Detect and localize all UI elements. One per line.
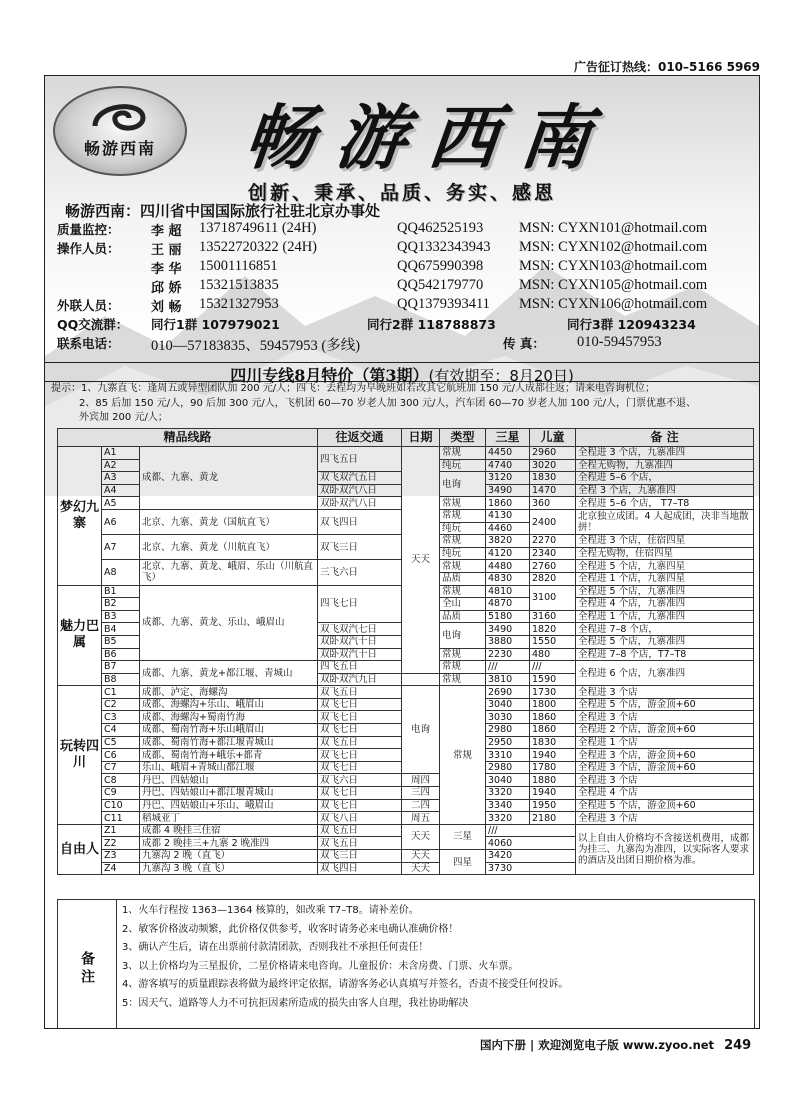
group-label: 自由人 <box>58 824 102 874</box>
qq-group-1: 同行1群 107979021 <box>151 317 280 332</box>
route-remark: 全程进 5 个店，游金顶+60 <box>576 698 754 711</box>
route-s3: 4830 <box>486 572 530 585</box>
col-header: 三星 <box>486 429 530 447</box>
route-s3: 4130 <box>486 509 530 522</box>
col-header: 精品线路 <box>58 429 318 447</box>
route-remark: 全程进 3 个店，住宿四星 <box>576 535 754 548</box>
page-footer <box>480 1037 751 1053</box>
contact-qq: QQ542179770 <box>397 277 484 293</box>
route-date: 天天 <box>402 447 440 674</box>
route-code: Z2 <box>102 837 140 850</box>
route-child: 1470 <box>530 484 576 497</box>
route-trans: 双飞七日 <box>318 787 402 800</box>
route-code: A8 <box>102 560 140 585</box>
route-s3: 3030 <box>486 711 530 724</box>
group-label: 魅力巴属 <box>58 585 102 686</box>
route-child: 1780 <box>530 761 576 774</box>
route-trans: 双卧双汽八日 <box>318 484 402 497</box>
route-s3: 1860 <box>486 497 530 510</box>
qq-group-row <box>57 315 757 334</box>
contact-row <box>57 220 757 239</box>
notes-box <box>57 899 755 1029</box>
route-remark: 全程进 2 个店，游金顶+60 <box>576 724 754 737</box>
note-item: 3、确认产生后，请在出票前付款清团款，否则我社不承担任何责任！ <box>122 942 429 953</box>
contact-role: 质量监控： <box>57 222 120 237</box>
route-type: 纯玩 <box>440 547 486 560</box>
route-s3: 4480 <box>486 560 530 573</box>
note-item: 5：因天气、道路等人力不可抗拒因素所造成的损失由客人自理，我社协助解决 <box>122 997 469 1009</box>
route-type: 纯玩 <box>440 522 486 535</box>
route-code: C10 <box>102 799 140 812</box>
route-remark: 全程进 5–6 个店， T7–T8 <box>576 497 754 510</box>
route-remark: 全程进 1 个店 <box>576 736 754 749</box>
col-header: 类型 <box>440 429 486 447</box>
table-row <box>58 686 754 699</box>
route-s3: 3490 <box>486 484 530 497</box>
route-trans: 双飞七日 <box>318 698 402 711</box>
route-s3: 4870 <box>486 598 530 611</box>
route-trans: 双飞七日 <box>318 799 402 812</box>
route-child: 1550 <box>530 635 576 648</box>
route-child: 1860 <box>530 724 576 737</box>
notes-list <box>122 902 568 1013</box>
route-trans: 双飞双汽五日 <box>318 472 402 485</box>
route-date: 周四 <box>402 774 440 787</box>
route-code: B1 <box>102 585 140 598</box>
route-trans: 双卧双汽十日 <box>318 635 402 648</box>
route-s3: 4060 <box>486 837 576 850</box>
route-remark: 全程进 7–8 个店， <box>576 623 754 636</box>
contact-row <box>57 239 757 258</box>
notes-label: 备注 <box>58 900 117 1029</box>
route-type: 常规 <box>440 560 486 573</box>
route-type: 常规 <box>440 673 486 686</box>
route-type: 常规 <box>440 686 486 825</box>
contact-phone: 13522720322 (24H) <box>199 239 318 255</box>
contact-qq: QQ1332343943 <box>397 239 491 255</box>
route-child: 3100 <box>530 585 576 610</box>
footer-text: 国内下册 | 欢迎浏览电子版 www.zyoo.net <box>480 1038 715 1052</box>
table-row <box>58 799 754 812</box>
route-code: C7 <box>102 761 140 774</box>
route-date <box>402 673 440 686</box>
specials-valid: (有效期至：8月20日) <box>428 367 574 385</box>
route-remark: 全程进 7–8 个店，T7–T8 <box>576 648 754 661</box>
contact-role: 外联人员： <box>57 298 120 313</box>
tip-line: 2、85 后加 150 元/人，90 后加 300 元/人，飞机团 60—70 岁老人加 300 元/人，汽车团 60—70 岁老人加 100 元/人，门票优惠不退、 <box>79 397 697 409</box>
route-s3: 3310 <box>486 749 530 762</box>
route-trans: 双飞五日 <box>318 824 402 837</box>
contact-name: 刘 畅 <box>151 300 182 315</box>
route-type: 常规 <box>440 497 486 510</box>
logo <box>53 86 187 176</box>
contact-phone: 15001116851 <box>199 258 278 274</box>
note-item: 3、以上价格均为三星报价，二星价格请来电咨询。儿童报价：未含房费、门票、火车票。 <box>122 960 519 972</box>
route-remark: 全程进 5 个店，九寨准四 <box>576 585 754 598</box>
phone-row <box>57 334 757 353</box>
route-remark: 全程进 5 个店，九寨四星 <box>576 560 754 573</box>
table-row <box>58 787 754 800</box>
swirl-icon <box>87 96 151 138</box>
route-s3: 3490 <box>486 623 530 636</box>
route-code: C3 <box>102 711 140 724</box>
route-trans: 四飞五日 <box>318 447 402 472</box>
contact-phone: 15321513835 <box>199 277 279 293</box>
route-s3: /// <box>486 661 530 674</box>
route-dest: 稻城亚丁 <box>140 812 318 825</box>
route-remark: 全程进 3 个店 <box>576 812 754 825</box>
route-child: 1860 <box>530 711 576 724</box>
route-remark: 全程进 5 个店，游金顶+60 <box>576 799 754 812</box>
route-code: B4 <box>102 623 140 636</box>
banner-title: 畅游西南 <box>240 96 617 179</box>
route-s3: 3040 <box>486 774 530 787</box>
route-trans: 双飞六日 <box>318 774 402 787</box>
table-header-row <box>58 429 754 447</box>
route-child: 1950 <box>530 799 576 812</box>
route-remark: 全程无购物，九寨准四 <box>576 459 754 472</box>
route-code: C11 <box>102 812 140 825</box>
contact-row <box>57 296 757 315</box>
route-remark: 全程进 3 个店，九寨准四 <box>576 447 754 460</box>
contact-msn: MSN: CYXN102@hotmail.com <box>519 239 708 255</box>
route-code: C1 <box>102 686 140 699</box>
route-remark: 全程进 3 个店 <box>576 774 754 787</box>
route-trans: 双飞八日 <box>318 812 402 825</box>
route-code: Z4 <box>102 862 140 875</box>
route-date: 电询 <box>402 686 440 774</box>
contact-name: 邱 娇 <box>151 281 182 296</box>
route-dest: 成都、九寨、黄龙 <box>140 447 318 510</box>
col-header: 儿童 <box>530 429 576 447</box>
route-code: C6 <box>102 749 140 762</box>
route-s3: 3320 <box>486 787 530 800</box>
agency-name: 畅游西南：四川省中国国际旅行社驻北京办事处 <box>65 202 381 220</box>
col-header: 往返交通 <box>318 429 402 447</box>
route-dest: 北京、九寨、黄龙（川航直飞） <box>140 535 318 560</box>
contact-phone: 15321327953 <box>199 296 279 312</box>
route-remark: 以上自由人价格均不含接送机费用，成都为挂三、九寨沟为准四，以实际客人要求的酒店及出团日期价格为准。 <box>576 824 754 874</box>
route-child: 1880 <box>530 774 576 787</box>
route-s3: 4810 <box>486 585 530 598</box>
route-type: 常规 <box>440 535 486 548</box>
route-s3: 2980 <box>486 724 530 737</box>
route-s3: 2690 <box>486 686 530 699</box>
route-trans: 双飞七日 <box>318 749 402 762</box>
route-remark: 全程进 1 个店，九寨四星 <box>576 572 754 585</box>
route-code: C4 <box>102 724 140 737</box>
route-remark: 全程进 4 个店 <box>576 787 754 800</box>
contact-name: 李 华 <box>151 262 182 277</box>
route-child: 1830 <box>530 472 576 485</box>
contact-qq: QQ675990398 <box>397 258 484 274</box>
contact-msn: MSN: CYXN106@hotmail.com <box>519 296 708 312</box>
tips <box>51 382 755 426</box>
route-child: 1800 <box>530 698 576 711</box>
route-remark: 北京独立成团。4 人起成团，决非当地散拼！ <box>576 509 754 534</box>
route-remark: 全程进 4 个店，九寨准四 <box>576 598 754 611</box>
route-child: 2340 <box>530 547 576 560</box>
route-date: 天天 <box>402 850 440 863</box>
route-s3: /// <box>486 824 576 837</box>
route-type: 全山 <box>440 598 486 611</box>
col-header: 日期 <box>402 429 440 447</box>
route-dest: 成都 4 晚挂三住宿 <box>140 824 318 837</box>
route-dest: 丹巴、四姑娘山+乐山、峨眉山 <box>140 799 318 812</box>
route-type: 品质 <box>440 610 486 623</box>
route-date: 三四 <box>402 787 440 800</box>
fax-label: 传 真： <box>503 336 545 351</box>
contact-row <box>57 277 757 296</box>
route-child: 2180 <box>530 812 576 825</box>
contact-msn: MSN: CYXN101@hotmail.com <box>519 220 708 236</box>
route-s3: 3340 <box>486 799 530 812</box>
route-child: 1820 <box>530 623 576 636</box>
contact-msn: MSN: CYXN103@hotmail.com <box>519 258 708 274</box>
route-remark: 全程进 5–6 个店， <box>576 472 754 485</box>
route-s3: 3420 <box>486 850 576 863</box>
route-code: B8 <box>102 673 140 686</box>
route-dest: 成都、九寨、黄龙、乐山、峨眉山 <box>140 585 318 661</box>
route-code: A6 <box>102 509 140 534</box>
route-code: A3 <box>102 472 140 485</box>
route-trans: 双飞双汽七日 <box>318 623 402 636</box>
route-dest: 丹巴、四姑娘山 <box>140 774 318 787</box>
route-child: 480 <box>530 648 576 661</box>
route-code: A4 <box>102 484 140 497</box>
route-s3: 2950 <box>486 736 530 749</box>
qq-group-3: 同行3群 120943234 <box>567 317 696 332</box>
contact-list <box>57 220 757 353</box>
route-child: 1940 <box>530 749 576 762</box>
table-row <box>58 824 754 837</box>
route-code: B5 <box>102 635 140 648</box>
note-item: 2、敏客价格波动频繁，此价格仅供参考，收客时请务必来电确认准确价格！ <box>122 923 459 935</box>
route-type: 四星 <box>440 850 486 875</box>
route-code: B3 <box>102 610 140 623</box>
phone-value: 010—57183835、59457953 (多线) <box>151 338 361 354</box>
route-trans: 四飞七日 <box>318 585 402 623</box>
table-row <box>58 774 754 787</box>
group-label: 梦幻九寨 <box>58 447 102 586</box>
contact-phone: 13718749611 (24H) <box>199 220 317 236</box>
route-child: 2960 <box>530 447 576 460</box>
route-code: A5 <box>102 497 140 510</box>
route-trans: 双飞七日 <box>318 724 402 737</box>
route-s3: 3320 <box>486 812 530 825</box>
route-type: 常规 <box>440 509 486 522</box>
specials-heading <box>45 362 759 385</box>
group-label: 玩转四川 <box>58 686 102 825</box>
phone-label: 联系电话： <box>57 336 120 351</box>
route-date: 周五 <box>402 812 440 825</box>
route-child: 2270 <box>530 535 576 548</box>
route-dest: 北京、九寨、黄龙（国航直飞） <box>140 509 318 534</box>
route-s3: 3880 <box>486 635 530 648</box>
route-trans: 双卧双汽十日 <box>318 648 402 661</box>
route-trans: 双卧双汽八日 <box>318 497 402 510</box>
route-remark: 全程进 1 个店，九寨准四 <box>576 610 754 623</box>
route-s3: 2230 <box>486 648 530 661</box>
route-child: 1730 <box>530 686 576 699</box>
route-code: B2 <box>102 598 140 611</box>
qq-group-label: QQ交流群： <box>57 317 129 332</box>
contact-qq: QQ1379393411 <box>397 296 490 312</box>
route-dest: 成都、海螺沟+乐山、峨眉山 <box>140 698 318 711</box>
route-trans: 双飞三日 <box>318 850 402 863</box>
route-date: 天天 <box>402 824 440 849</box>
route-date: 二四 <box>402 799 440 812</box>
route-code: B7 <box>102 661 140 674</box>
route-remark: 全程进 3 个店，游金顶+60 <box>576 761 754 774</box>
route-s3: 5180 <box>486 610 530 623</box>
route-remark: 全程进 3 个店 <box>576 711 754 724</box>
route-trans: 双飞七日 <box>318 761 402 774</box>
route-child: 1830 <box>530 736 576 749</box>
slogan: 创新、秉承、品质、务实、感恩 <box>247 182 556 204</box>
route-remark: 全程无购物，住宿四星 <box>576 547 754 560</box>
route-trans: 双飞七日 <box>318 711 402 724</box>
route-code: C9 <box>102 787 140 800</box>
contact-msn: MSN: CYXN105@hotmail.com <box>519 277 708 293</box>
col-header: 备 注 <box>576 429 754 447</box>
route-code: A1 <box>102 447 140 460</box>
route-s3: 4460 <box>486 522 530 535</box>
route-type: 品质 <box>440 572 486 585</box>
route-trans: 三飞六日 <box>318 560 402 585</box>
route-type: 常规 <box>440 661 486 674</box>
route-type: 纯玩 <box>440 459 486 472</box>
route-type: 常规 <box>440 585 486 598</box>
route-s3: 3820 <box>486 535 530 548</box>
note-item: 1、火车行程按 1363—1364 核算的，如改乘 T7–T8。请补差价。 <box>122 905 419 916</box>
route-dest: 成都、九寨、黄龙+都江堰、青城山 <box>140 661 318 686</box>
route-code: C8 <box>102 774 140 787</box>
page-number: 249 <box>724 1038 752 1053</box>
route-child: 1590 <box>530 673 576 686</box>
route-remark: 全程进 6 个店，九寨准四 <box>576 661 754 686</box>
route-dest: 乐山、峨眉+青城山都江堰 <box>140 761 318 774</box>
hotline: 广告征订热线：010–5166 5969 <box>573 60 760 74</box>
route-trans: 双飞五日 <box>318 686 402 699</box>
route-type: 常规 <box>440 447 486 460</box>
route-dest: 成都、蜀南竹海+都江堰青城山 <box>140 736 318 749</box>
route-s3: 3730 <box>486 862 576 875</box>
brochure-page <box>44 75 760 1029</box>
contact-name: 王 丽 <box>151 243 182 258</box>
route-child: 2400 <box>530 509 576 534</box>
route-remark: 全程进 3 个店，游金顶+60 <box>576 749 754 762</box>
fax-value: 010-59457953 <box>577 334 662 350</box>
route-code: A7 <box>102 535 140 560</box>
header-banner <box>45 76 759 180</box>
route-s3: 4740 <box>486 459 530 472</box>
route-type: 电询 <box>440 623 486 648</box>
route-s3: 3810 <box>486 673 530 686</box>
route-s3: 3120 <box>486 472 530 485</box>
route-child: 3020 <box>530 459 576 472</box>
tip-line: 外宾加 200 元/人； <box>79 412 168 423</box>
logo-text: 畅游西南 <box>83 139 156 158</box>
route-trans: 双飞五日 <box>318 837 402 850</box>
route-s3: 4120 <box>486 547 530 560</box>
route-s3: 4450 <box>486 447 530 460</box>
tip-line: 提示：1、九寨直飞：逢周五或异型团队加 200 元/人；四飞：去程均为早晚班如若改其它航班加 150 元/人成都往返；请来电咨询机位； <box>51 383 655 394</box>
route-remark: 全程 3 个店，九寨准四 <box>576 484 754 497</box>
route-trans: 双飞三日 <box>318 535 402 560</box>
route-dest: 丹巴、四姑娘山+都江堰青城山 <box>140 787 318 800</box>
route-code: Z1 <box>102 824 140 837</box>
route-dest: 九寨沟 2 晚（直飞） <box>140 850 318 863</box>
route-dest: 北京、九寨、黄龙、峨眉、乐山（川航直飞） <box>140 560 318 585</box>
route-code: A2 <box>102 459 140 472</box>
route-date: 天天 <box>402 862 440 875</box>
route-s3: 3040 <box>486 698 530 711</box>
table-row <box>58 812 754 825</box>
route-child: 2760 <box>530 560 576 573</box>
route-remark: 全程进 3 个店 <box>576 686 754 699</box>
contact-row <box>57 258 757 277</box>
route-child: /// <box>530 661 576 674</box>
route-type: 常规 <box>440 648 486 661</box>
route-trans: 四飞五日 <box>318 661 402 674</box>
route-code: Z3 <box>102 850 140 863</box>
route-trans: 双飞五日 <box>318 736 402 749</box>
contact-role: 操作人员： <box>57 241 120 256</box>
route-trans: 双飞四日 <box>318 509 402 534</box>
route-type: 电询 <box>440 472 486 497</box>
specials-title: 四川专线8月特价（第3期） <box>230 366 429 385</box>
route-s3: 2980 <box>486 761 530 774</box>
route-child: 3160 <box>530 610 576 623</box>
route-dest: 成都、海螺沟+蜀南竹海 <box>140 711 318 724</box>
route-dest: 成都、蜀南竹海+峨乐+都青 <box>140 749 318 762</box>
route-dest: 九寨沟 3 晚（直飞） <box>140 862 318 875</box>
contact-name: 李 超 <box>151 224 182 239</box>
route-trans: 双卧双汽九日 <box>318 673 402 686</box>
route-child: 360 <box>530 497 576 510</box>
route-dest: 成都 2 晚挂三+九寨 2 晚准四 <box>140 837 318 850</box>
route-type: 三星 <box>440 824 486 849</box>
note-item: 4、游客填写的质量跟踪表将做为最终评定依据，请游客务必认真填写并签名，否责不接受任何投诉。 <box>122 979 569 990</box>
route-child: 2820 <box>530 572 576 585</box>
route-price-table <box>57 428 754 875</box>
contact-qq: QQ462525193 <box>397 220 484 236</box>
route-trans: 双飞四日 <box>318 862 402 875</box>
route-child: 1940 <box>530 787 576 800</box>
route-remark: 全程进 5 个店，九寨准四 <box>576 635 754 648</box>
route-code: C5 <box>102 736 140 749</box>
route-code: C2 <box>102 698 140 711</box>
route-dest: 成都、蜀南竹海+乐山峨眉山 <box>140 724 318 737</box>
route-code: B6 <box>102 648 140 661</box>
route-dest: 成都、泸定、海螺沟 <box>140 686 318 699</box>
table-row <box>58 447 754 460</box>
qq-group-2: 同行2群 118788873 <box>367 317 496 332</box>
